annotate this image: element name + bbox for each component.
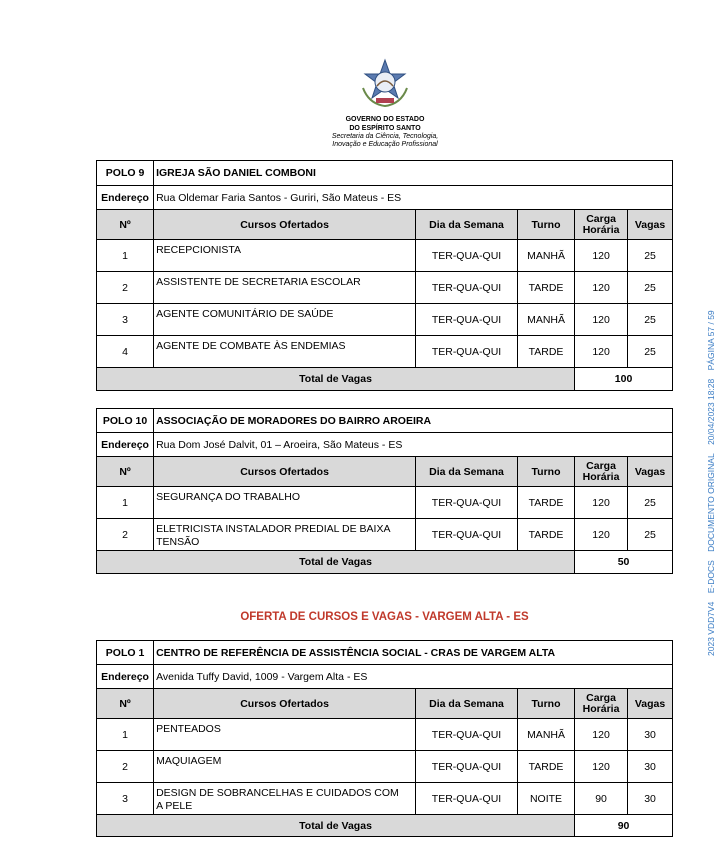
col-courses-header: Cursos Ofertados — [154, 457, 416, 487]
table-row: 1 PENTEADOS TER-QUA-QUI MANHÃ 120 30 — [97, 719, 673, 751]
col-num-header: Nº — [97, 689, 154, 719]
total-label: Total de Vagas — [97, 551, 575, 574]
table-row: 2 ELETRICISTA INSTALADOR PREDIAL DE BAIXA TENSÃO TER-QUA-QUI TARDE 120 25 — [97, 519, 673, 551]
side-document-stamp: 2023 VDD7V4 E-DOCS DOCUMENTO ORIGINAL 20/04/2023 18:28 PÁGINA 57 / 59 — [706, 310, 716, 656]
col-carga-header: Carga Horária — [575, 210, 628, 240]
col-day-header: Dia da Semana — [416, 689, 518, 719]
table-row: 2 MAQUIAGEM TER-QUA-QUI TARDE 120 30 — [97, 751, 673, 783]
polo-address: Avenida Tuffy David, 1009 - Vargem Alta - ES — [154, 665, 673, 689]
secretaria-line-2: Inovação e Educação Profissional — [332, 141, 438, 148]
total-value: 90 — [575, 815, 673, 837]
polo-label: POLO 9 — [97, 161, 154, 186]
col-turn-header: Turno — [518, 210, 575, 240]
polo-name: IGREJA SÃO DANIEL COMBONI — [154, 161, 673, 186]
polo-label: POLO 1 — [97, 641, 154, 665]
gov-line-1: GOVERNO DO ESTADO — [345, 116, 425, 123]
polo-10-table — [96, 408, 673, 574]
total-value: 100 — [575, 368, 673, 391]
polo-name: ASSOCIAÇÃO DE MORADORES DO BAIRRO AROEIRA — [154, 409, 673, 433]
address-label: Endereço — [97, 665, 154, 689]
document-header — [300, 58, 470, 149]
polo-1-table — [96, 640, 673, 837]
total-label: Total de Vagas — [97, 815, 575, 837]
col-courses-header: Cursos Ofertados — [154, 689, 416, 719]
state-seal-icon — [357, 58, 413, 110]
col-turn-header: Turno — [517, 689, 574, 719]
table-row: 1 RECEPCIONISTA TER-QUA-QUI MANHÃ 120 25 — [97, 240, 673, 272]
address-label: Endereço — [97, 186, 154, 210]
col-day-header: Dia da Semana — [416, 210, 518, 240]
total-label: Total de Vagas — [97, 368, 575, 391]
table-row: 1 SEGURANÇA DO TRABALHO TER-QUA-QUI TARDE 120 25 — [97, 487, 673, 519]
polo-9-table — [96, 160, 673, 391]
polo-label: POLO 10 — [97, 409, 154, 433]
col-turn-header: Turno — [517, 457, 574, 487]
table-row: 3 DESIGN DE SOBRANCELHAS E CUIDADOS COM A PELE TER-QUA-QUI NOITE 90 30 — [97, 783, 673, 815]
table-row: 3 AGENTE COMUNITÁRIO DE SAÚDE TER-QUA-QUI MANHÃ 120 25 — [97, 304, 673, 336]
col-courses-header: Cursos Ofertados — [154, 210, 416, 240]
col-vagas-header: Vagas — [628, 689, 673, 719]
address-label: Endereço — [97, 433, 154, 457]
table-row: 4 AGENTE DE COMBATE ÀS ENDEMIAS TER-QUA-QUI TARDE 120 25 — [97, 336, 673, 368]
polo-address: Rua Dom José Dalvit, 01 – Aroeira, São Mateus - ES — [154, 433, 673, 457]
col-carga-header: Carga Horária — [575, 689, 628, 719]
col-vagas-header: Vagas — [628, 210, 673, 240]
col-num-header: Nº — [97, 210, 154, 240]
polo-address: Rua Oldemar Faria Santos - Guriri, São Mateus - ES — [154, 186, 673, 210]
polo-name: CENTRO DE REFERÊNCIA DE ASSISTÊNCIA SOCIAL - CRAS DE VARGEM ALTA — [154, 641, 673, 665]
col-day-header: Dia da Semana — [416, 457, 518, 487]
gov-line-2: DO ESPÍRITO SANTO — [349, 125, 421, 132]
col-carga-header: Carga Horária — [575, 457, 628, 487]
table-row: 2 ASSISTENTE DE SECRETARIA ESCOLAR TER-QUA-QUI TARDE 120 25 — [97, 272, 673, 304]
total-value: 50 — [575, 551, 673, 574]
secretaria-line-1: Secretaria da Ciência, Tecnologia, — [331, 133, 439, 140]
col-vagas-header: Vagas — [628, 457, 673, 487]
col-num-header: Nº — [97, 457, 154, 487]
section-title: OFERTA DE CURSOS E VAGAS - VARGEM ALTA - ES — [240, 611, 529, 623]
